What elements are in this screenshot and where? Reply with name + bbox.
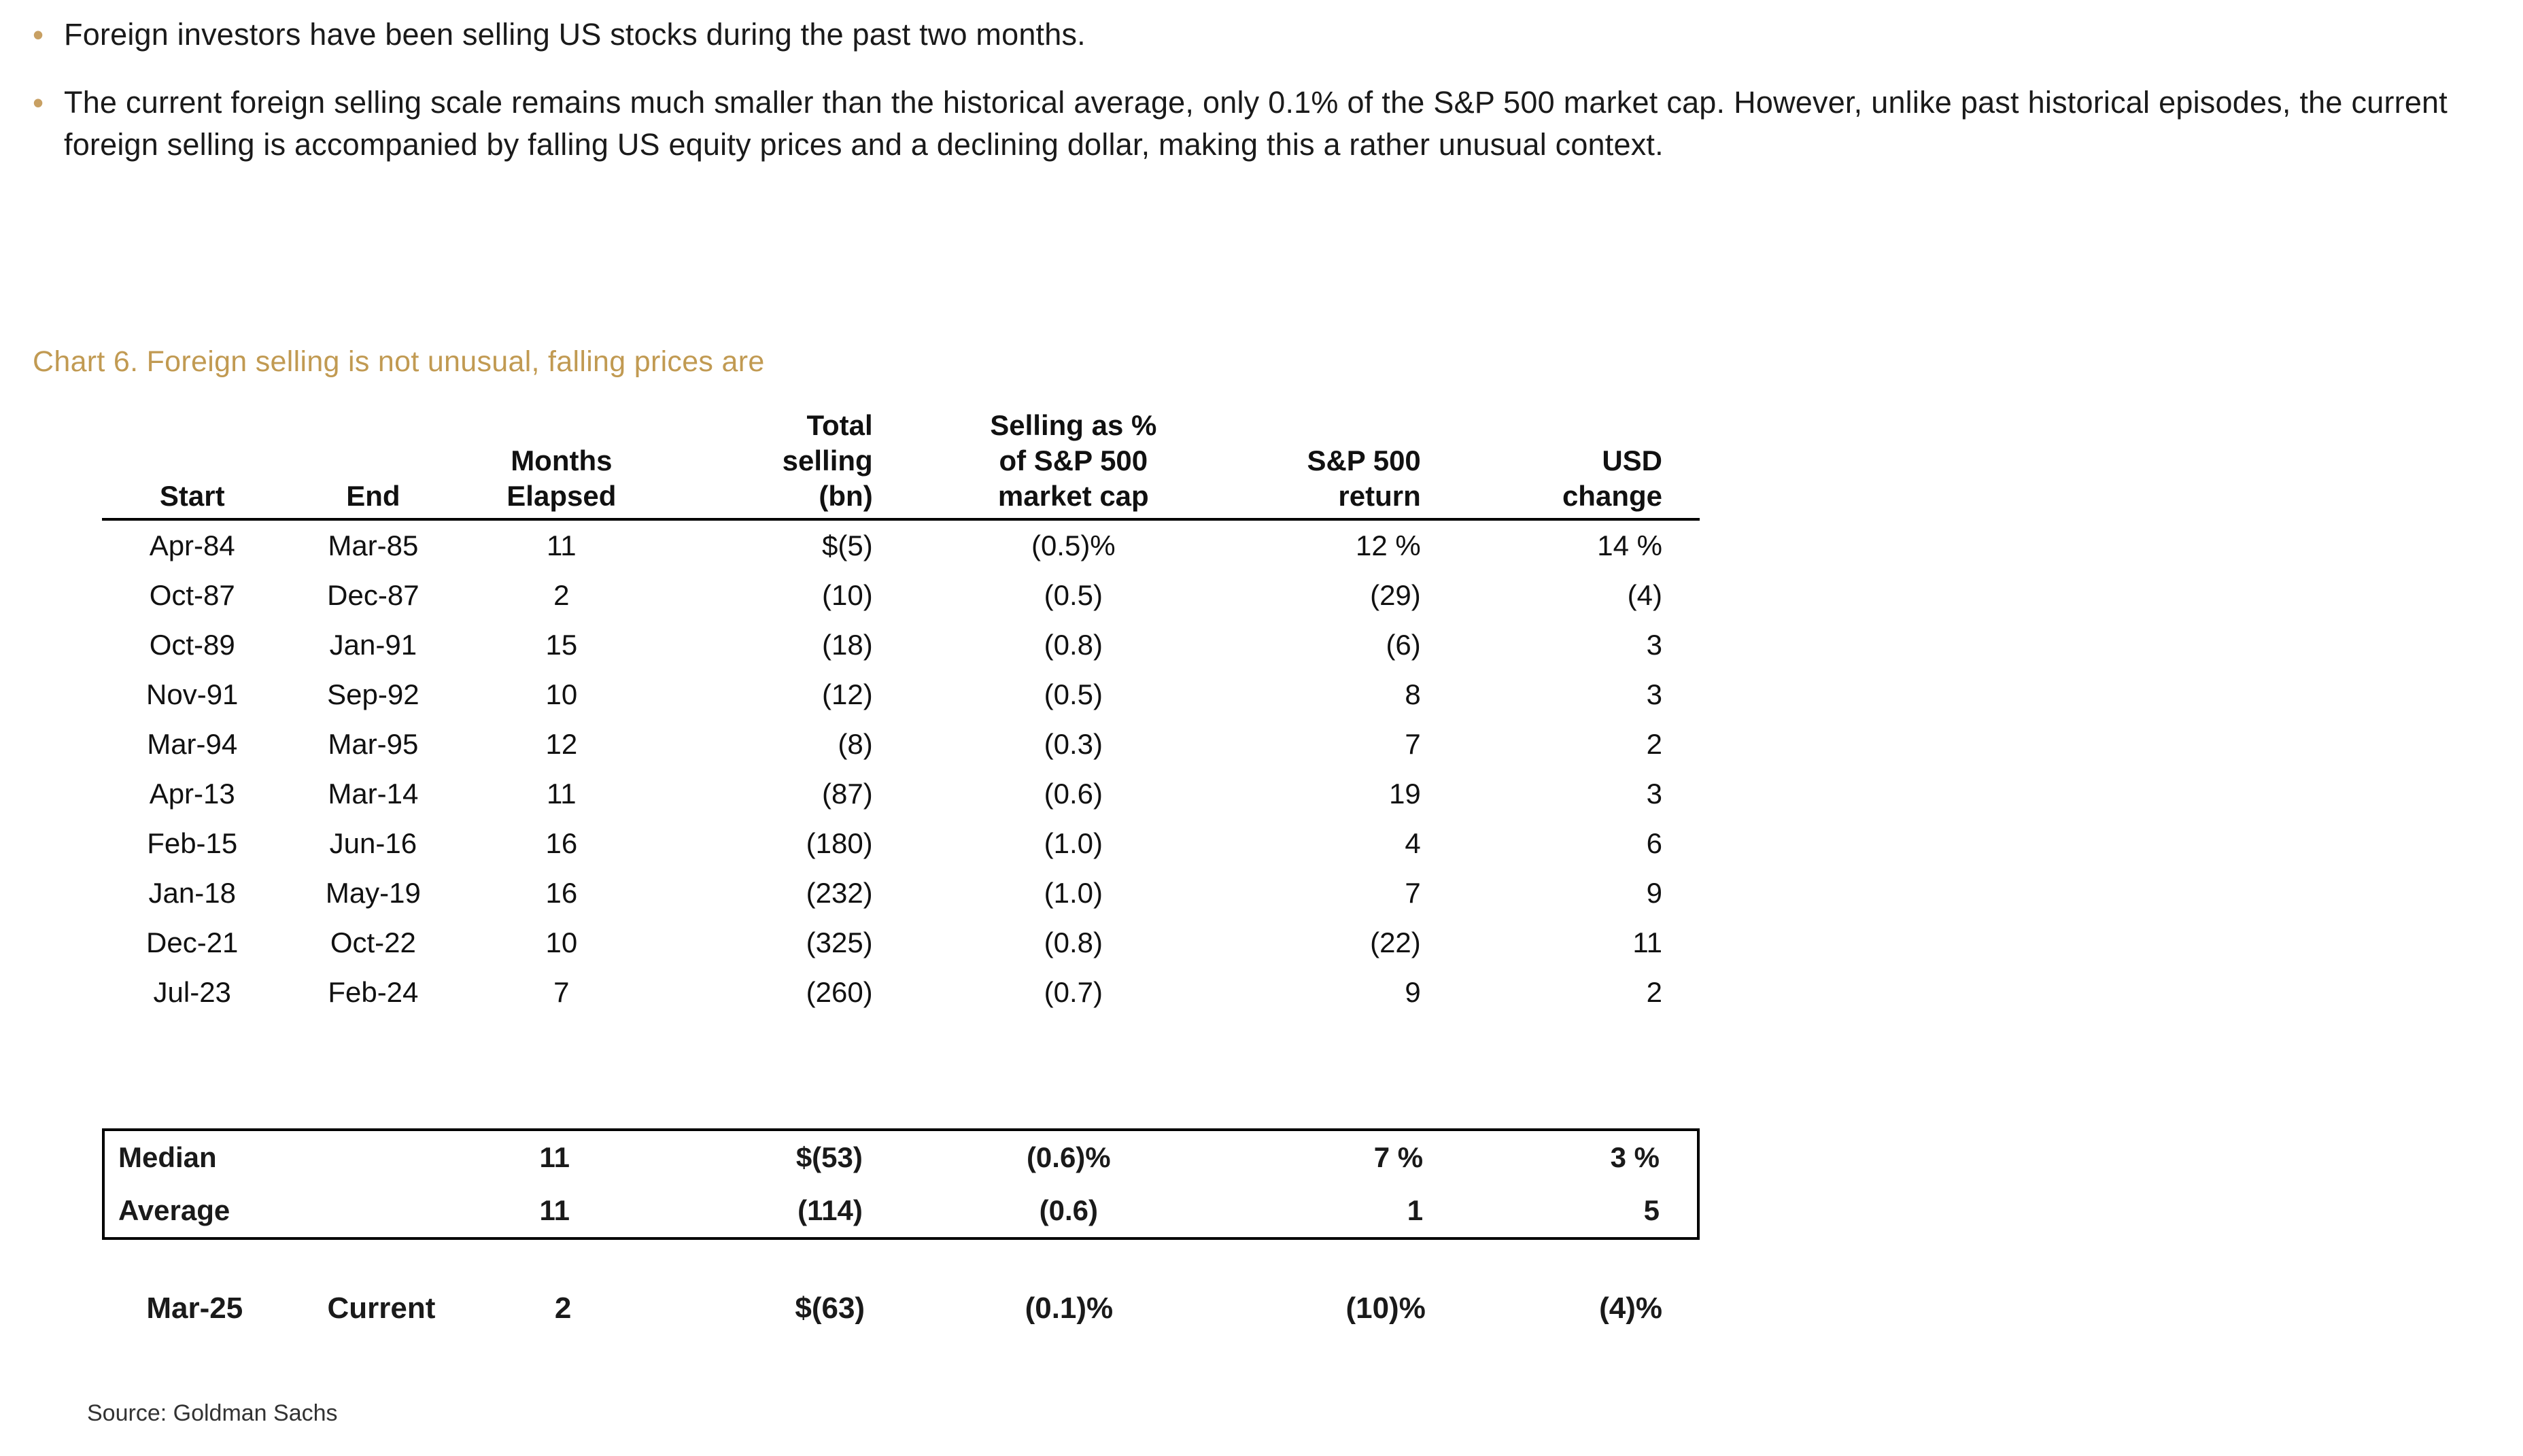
cell-total-selling: (18) (821, 629, 873, 661)
column-header-spx-return: S&P 500 return (1209, 408, 1465, 519)
cell-spx-return: 4 (1405, 827, 1421, 859)
cell-summary-label: Median (118, 1141, 217, 1173)
cell-start: Apr-84 (149, 530, 235, 561)
cell-selling-pct: (0.5) (1044, 678, 1103, 710)
table-row (102, 670, 1700, 719)
cell-end: Dec-87 (327, 579, 419, 611)
table-row (102, 1278, 1700, 1339)
cell-start: Mar-25 (146, 1292, 243, 1325)
column-header-selling-pct-spx-mktcap: Selling as % of S&P 500 market cap (938, 408, 1209, 519)
cell-summary-blank (300, 1184, 464, 1237)
cell-total-selling: (8) (838, 728, 873, 760)
cell-start: Jul-23 (153, 976, 231, 1008)
column-header-end: End (282, 408, 464, 519)
cell-total-selling: $(5) (821, 530, 873, 561)
cell-selling-pct: (0.1)% (1025, 1292, 1114, 1325)
column-header-start: Start (102, 408, 282, 519)
cell-start: Dec-21 (146, 926, 239, 958)
cell-months: 11 (547, 778, 577, 810)
cell-total-selling: (10) (821, 579, 873, 611)
table-row (102, 918, 1700, 967)
cell-total-selling: $(63) (795, 1292, 865, 1325)
cell-end: Current (327, 1292, 436, 1325)
cell-total-selling: (260) (806, 976, 873, 1008)
cell-spx-return: (6) (1386, 629, 1421, 661)
cell-spx-return: 7 % (1373, 1141, 1424, 1173)
cell-spx-return: 7 (1405, 728, 1421, 760)
cell-usd-change: 3 % (1610, 1141, 1660, 1173)
cell-months: 10 (545, 678, 578, 710)
cell-selling-pct: (0.7) (1044, 976, 1103, 1008)
cell-selling-pct: (1.0) (1044, 877, 1103, 909)
current-period-row (102, 1278, 1700, 1339)
cell-spx-return: 7 (1405, 877, 1421, 909)
cell-spx-return: 1 (1407, 1194, 1424, 1226)
list-item (27, 14, 2448, 56)
cell-start: Jan-18 (148, 877, 236, 909)
cell-spx-return: (10)% (1345, 1292, 1426, 1325)
column-header-usd-change: USD change (1465, 408, 1700, 519)
cell-total-selling: (180) (806, 827, 873, 859)
table-row (102, 967, 1700, 1017)
cell-end: Oct-22 (330, 926, 416, 958)
cell-start: Nov-91 (146, 678, 239, 710)
list-item (27, 82, 2448, 166)
chart-title: Chart 6. Foreign selling is not unusual, falling prices are (33, 345, 765, 378)
cell-end: Mar-85 (328, 530, 419, 561)
cell-usd-change: 3 (1646, 778, 1662, 810)
data-table (102, 408, 1700, 1017)
bullet-marker-icon: • (33, 85, 44, 120)
cell-months: 2 (554, 1292, 572, 1325)
cell-months: 16 (545, 827, 578, 859)
cell-selling-pct: (0.8) (1044, 926, 1103, 958)
table-row (102, 519, 1700, 570)
cell-total-selling: (325) (806, 926, 873, 958)
source-note: Source: Goldman Sachs (87, 1400, 338, 1426)
cell-selling-pct: (0.5)% (1031, 530, 1116, 561)
cell-usd-change: (4)% (1599, 1292, 1662, 1325)
cell-selling-pct: (0.6) (1044, 778, 1103, 810)
cell-start: Oct-89 (149, 629, 235, 661)
cell-spx-return: 19 (1389, 778, 1421, 810)
cell-total-selling: (87) (821, 778, 873, 810)
table-row (102, 818, 1700, 868)
cell-usd-change: 6 (1646, 827, 1662, 859)
column-header-months-elapsed: Months Elapsed (464, 408, 659, 519)
cell-selling-pct: (0.8) (1044, 629, 1103, 661)
cell-months: 11 (539, 1141, 570, 1173)
cell-summary-blank (300, 1131, 464, 1184)
cell-start: Oct-87 (149, 579, 235, 611)
cell-usd-change: 2 (1646, 976, 1662, 1008)
cell-months: 7 (553, 976, 570, 1008)
cell-summary-label: Average (118, 1194, 230, 1226)
cell-months: 16 (545, 877, 578, 909)
cell-spx-return: 9 (1405, 976, 1421, 1008)
cell-total-selling: (12) (821, 678, 873, 710)
cell-start: Apr-13 (149, 778, 235, 810)
cell-spx-return: 12 % (1356, 530, 1421, 561)
cell-months: 2 (553, 579, 570, 611)
cell-spx-return: (29) (1370, 579, 1421, 611)
cell-selling-pct: (1.0) (1044, 827, 1103, 859)
cell-months: 10 (545, 926, 578, 958)
cell-selling-pct: (0.5) (1044, 579, 1103, 611)
cell-months: 15 (545, 629, 578, 661)
summary-box (102, 1128, 1700, 1240)
table-row (102, 620, 1700, 670)
cell-total-selling: (114) (797, 1194, 863, 1226)
table-row-median (105, 1131, 1697, 1184)
cell-usd-change: 2 (1646, 728, 1662, 760)
cell-months: 12 (545, 728, 578, 760)
cell-usd-change: 5 (1643, 1194, 1660, 1226)
bullet-marker-icon: • (33, 17, 44, 52)
cell-selling-pct: (0.6)% (1026, 1141, 1111, 1173)
bullet-text: The current foreign selling scale remains much smaller than the historical average, only 0.1% of the S&P 500 market cap. However, unlike past historical episodes, the current foreign selling is accompanied by falling US equity prices and a declining dollar, making this a rather unusual context. (64, 85, 2448, 162)
cell-usd-change: 9 (1646, 877, 1662, 909)
cell-end: Mar-14 (328, 778, 419, 810)
table-row (102, 570, 1700, 620)
bullet-text: Foreign investors have been selling US stocks during the past two months. (64, 17, 1086, 52)
cell-total-selling: (232) (806, 877, 873, 909)
cell-spx-return: (22) (1370, 926, 1421, 958)
cell-end: Mar-95 (328, 728, 419, 760)
cell-end: Jan-91 (329, 629, 417, 661)
cell-usd-change: 14 % (1597, 530, 1662, 561)
cell-start: Feb-15 (147, 827, 238, 859)
cell-usd-change: 11 (1632, 926, 1662, 958)
table-row (102, 719, 1700, 769)
table-row-average (105, 1184, 1697, 1237)
cell-usd-change: 3 (1646, 678, 1662, 710)
cell-months: 11 (539, 1194, 570, 1226)
cell-usd-change: (4) (1627, 579, 1662, 611)
cell-selling-pct: (0.6) (1039, 1194, 1098, 1226)
cell-end: Sep-92 (327, 678, 419, 710)
cell-end: Jun-16 (329, 827, 417, 859)
table-body (102, 519, 1700, 1017)
cell-usd-change: 3 (1646, 629, 1662, 661)
bullet-list (27, 14, 2448, 192)
table-row (102, 769, 1700, 818)
cell-selling-pct: (0.3) (1044, 728, 1103, 760)
cell-months: 11 (547, 530, 577, 561)
cell-end: May-19 (325, 877, 421, 909)
cell-spx-return: 8 (1405, 678, 1421, 710)
column-header-total-selling: Total selling (bn) (659, 408, 937, 519)
cell-total-selling: $(53) (795, 1141, 863, 1173)
cell-end: Feb-24 (328, 976, 419, 1008)
cell-start: Mar-94 (147, 728, 238, 760)
table-row (102, 868, 1700, 918)
